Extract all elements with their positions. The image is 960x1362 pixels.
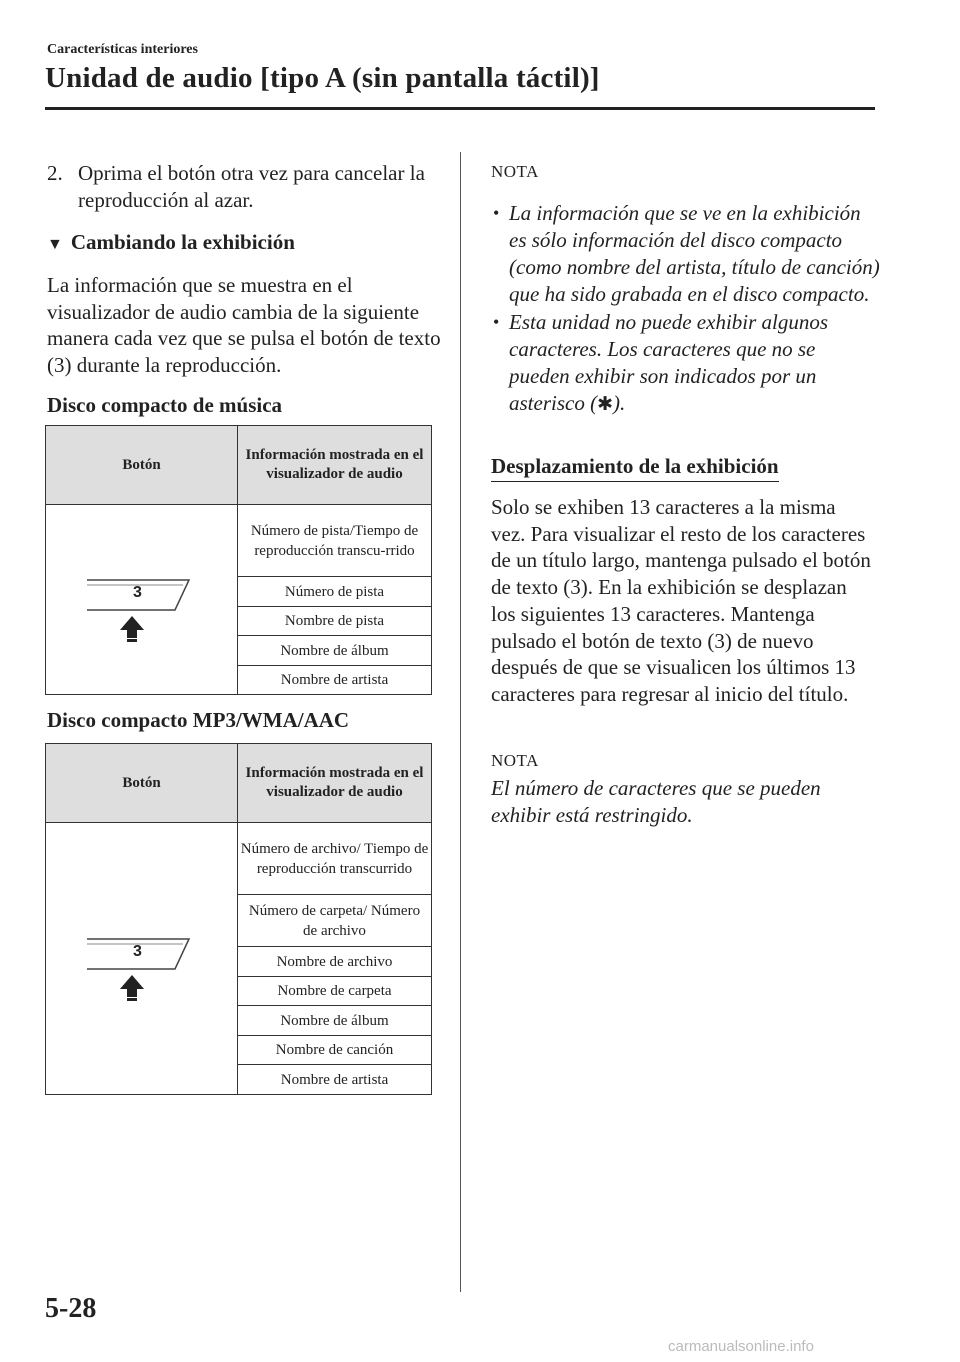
intro-paragraph: La información que se muestra en el visualizador de audio cambia de la siguiente manera cada vez que se pulsa el botón de texto (3) durante la reproducción.: [47, 273, 441, 378]
column-divider: [460, 152, 461, 1292]
button-number: 3: [132, 583, 142, 601]
page-number: 5-28: [45, 1293, 97, 1324]
note-list: [491, 200, 881, 418]
scroll-paragraph: Solo se exhiben 13 caracteres a la misma vez. Para visualizar el resto de los caracteres de un título largo, mantenga pulsado el botón de texto (3). En la exhibición se desplazan los siguientes 13 caracteres. Mantenga pulsado el botón de texto (3) de nuevo después de que se visualicen los últimos 13 caracteres para regresar al inicio del título.: [491, 495, 871, 706]
header-button: Botón: [46, 426, 238, 505]
subheading-text: Cambiando la exhibición: [70, 230, 295, 254]
press-arrow-icon: [120, 616, 144, 638]
step-number: 2.: [47, 161, 63, 185]
header-info: Información mostrada en el visualizador de audio: [238, 744, 432, 823]
mp3-row: Número de archivo/ Tiempo de reproducción transcurrido: [238, 823, 432, 895]
note-text: Esta unidad no puede exhibir algunos caracteres. Los caracteres que no se pueden exhibir son indicados por un asterisco (: [509, 310, 829, 415]
scroll-heading: Desplazamiento de la exhibición: [491, 454, 779, 482]
mp3-row: Nombre de artista: [238, 1065, 432, 1095]
nota-label-2: NOTA: [491, 751, 539, 770]
button-illustration-cell: [46, 505, 238, 695]
text-button-3-illustration: [77, 552, 207, 642]
note-item: [491, 309, 881, 418]
bullet: •: [493, 203, 500, 223]
press-arrow-icon: [120, 975, 144, 997]
note-text: La información que se ve en la exhibición es sólo información del disco compacto (como nombre del artista, título de canción) que ha sido grabada en el disco compacto.: [509, 201, 880, 306]
subheading-cambiando: [47, 230, 295, 255]
note-text-end: ).: [613, 391, 626, 415]
header-info: Información mostrada en el visualizador de audio: [238, 426, 432, 505]
text-button-3-illustration: [77, 911, 207, 1001]
button-number: 3: [132, 942, 142, 960]
mp3-row: Nombre de canción: [238, 1036, 432, 1065]
watermark: carmanualsonline.info: [668, 1338, 814, 1355]
mp3-row: Nombre de archivo: [238, 947, 432, 977]
section-label: Características interiores: [47, 42, 198, 57]
mp3-row: Número de carpeta/ Número de archivo: [238, 895, 432, 947]
bullet: •: [493, 312, 500, 332]
cd-table-title: Disco compacto de música: [47, 393, 283, 417]
header-button: Botón: [46, 744, 238, 823]
cd-row: Número de pista: [238, 577, 432, 607]
cd-display-table: [45, 425, 432, 695]
triangle-marker-icon: ▼: [47, 236, 63, 253]
cd-row: Nombre de artista: [238, 666, 432, 695]
header-rule: [45, 107, 875, 110]
mp3-display-table: [45, 743, 432, 1095]
button-illustration-cell: [46, 823, 238, 1095]
cd-row: Nombre de álbum: [238, 636, 432, 666]
page-title: Unidad de audio [tipo A (sin pantalla táctil)]: [45, 62, 600, 94]
cd-row: Nombre de pista: [238, 607, 432, 636]
nota-label: NOTA: [491, 162, 539, 181]
step-text: Oprima el botón otra vez para cancelar la reproducción al azar.: [78, 161, 425, 212]
mp3-row: Nombre de álbum: [238, 1006, 432, 1036]
nota-2-text: El número de caracteres que se pueden exhibir está restringido.: [491, 776, 821, 827]
mp3-table-title: Disco compacto MP3/WMA/AAC: [47, 708, 350, 732]
note-item: [491, 200, 881, 308]
cd-row: Número de pista/Tiempo de reproducción transcu-rrido: [238, 505, 432, 577]
mp3-row: Nombre de carpeta: [238, 977, 432, 1006]
asterisk-icon: ✱: [597, 394, 613, 415]
